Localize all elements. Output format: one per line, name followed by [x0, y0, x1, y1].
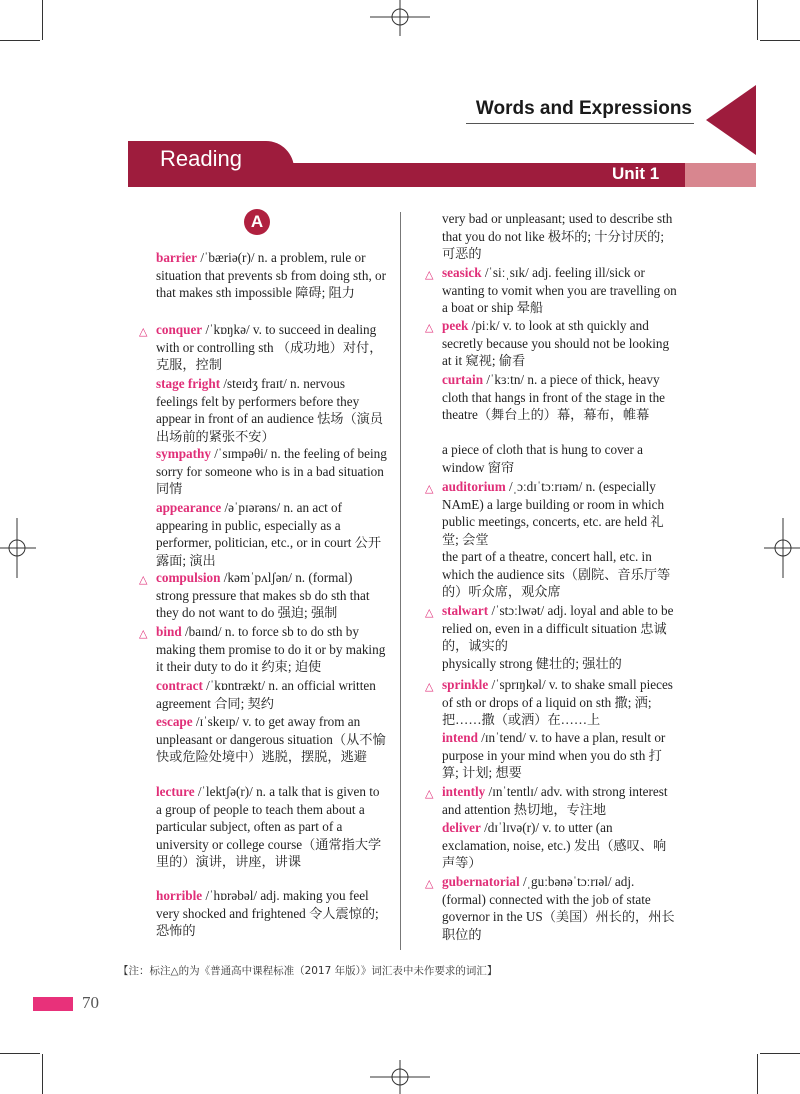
definition: /steɪdʒ fraɪt/ n. nervous feelings felt by performers before they appear in front of an audience 怯场（演员出场前的紧张不安）: [156, 376, 384, 444]
vocab-entry: [425, 676, 678, 729]
vocab-entry: [156, 887, 388, 940]
definition: /dɪˈlɪvə(r)/ v. to utter (an exclamation, noise, etc.) 发出（感叹、响声等）: [442, 820, 667, 870]
definition: /ˈstɔːlwət/ adj. loyal and able to be relied on, even in a difficult situation 忠诚的，诚实的: [442, 603, 674, 653]
headword: peek: [442, 318, 469, 333]
tab-label: Reading: [160, 146, 242, 171]
unrequired-marker-icon: △: [425, 268, 434, 281]
registration-mark-left: [0, 518, 36, 578]
definition: /baɪnd/ n. to force sb to do sth by making them promise to do it or by making it their duty to do it 约束; 迫使: [156, 624, 386, 674]
crop-mark: [757, 1054, 758, 1094]
definition: /ˌguːbənəˈtɔːrɪəl/ adj. (formal) connected with the job of state governor in the US（美国）州长的，州长职位的: [442, 874, 675, 942]
definition: /ˈsɪmpəθi/ n. the feeling of being sorry for someone who is in a bad situation 同情: [156, 446, 387, 496]
unrequired-marker-icon: △: [425, 321, 434, 334]
definition: /ˈsprɪŋkəl/ v. to shake small pieces of sth or drops of a liquid on sth 撒; 洒; 把……撒（或洒）在……上: [442, 677, 673, 727]
definition: /ˈhɒrəbəl/ adj. making you feel very shocked and frightened 令人震惊的; 恐怖的: [156, 888, 379, 938]
crop-mark: [0, 1053, 40, 1054]
vocab-entry: [442, 210, 678, 263]
unrequired-marker-icon: △: [425, 606, 434, 619]
crop-mark: [0, 40, 40, 41]
triangle-marker-icon: [706, 85, 756, 155]
vocab-entry: [139, 569, 388, 622]
vocab-entry: [425, 873, 678, 943]
definition: /ˈkɜːtn/ n. a piece of thick, heavy cloth that hangs in front of the stage in the theatre（舞台上的）幕，幕布，帷幕: [442, 372, 666, 422]
unrequired-marker-icon: △: [139, 627, 148, 640]
page-number-bar: [33, 997, 73, 1011]
vocab-entry: [442, 371, 678, 424]
vocab-entry: [139, 321, 388, 374]
headword: appearance: [156, 500, 222, 515]
registration-mark-right: [764, 518, 800, 578]
unrequired-marker-icon: △: [139, 325, 148, 338]
definition: /ˈsiːˌsɪk/ adj. feeling ill/sick or wanting to vomit when you are travelling on a boat or ship 晕船: [442, 265, 677, 315]
headword: horrible: [156, 888, 203, 903]
vocab-entry: [156, 249, 388, 302]
headword: barrier: [156, 250, 198, 265]
unrequired-marker-icon: △: [139, 573, 148, 586]
crop-mark: [42, 0, 43, 40]
headword: deliver: [442, 820, 481, 835]
vocab-entry: [442, 819, 678, 872]
vocab-entry: [442, 655, 678, 673]
headword: curtain: [442, 372, 484, 387]
footnote: 【注：标注△的为《普通高中课程标准（2017 年版）》词汇表中未作要求的词汇】: [118, 965, 498, 977]
crop-mark: [760, 40, 800, 41]
headword: bind: [156, 624, 182, 639]
headword: sprinkle: [442, 677, 489, 692]
registration-mark-top: [370, 0, 430, 36]
unrequired-marker-icon: △: [425, 482, 434, 495]
crop-mark: [757, 0, 758, 40]
definition: /ˈlektʃə(r)/ n. a talk that is given to a group of people to teach them about a particular subject, often as part of a university or college course（通常指大学里的）演讲，讲座，讲课: [156, 784, 382, 869]
definition: /ˈkɒntrækt/ n. an official written agreement 合同; 契约: [156, 678, 376, 711]
headword: escape: [156, 714, 193, 729]
definition: /ˈbæriə(r)/ n. a problem, rule or situation that prevents sb from doing sth, or that makes sth impossible 障碍; 阻力: [156, 250, 387, 300]
column-divider: [400, 212, 401, 950]
vocab-entry: [156, 375, 388, 445]
vocab-entry: [425, 317, 678, 370]
definition: a piece of cloth that is hung to cover a window 窗帘: [442, 442, 644, 475]
page-number: 70: [82, 993, 99, 1012]
crop-mark: [42, 1054, 43, 1094]
headword: stage fright: [156, 376, 221, 391]
registration-mark-bottom: [370, 1060, 430, 1094]
vocab-entry: [425, 602, 678, 655]
title-underline: [466, 123, 694, 124]
vocab-entry: [425, 478, 678, 548]
headword: lecture: [156, 784, 195, 799]
unrequired-marker-icon: △: [425, 787, 434, 800]
definition: /piːk/ v. to look at sth quickly and secretly because you should not be looking at it 窥视; 偷看: [442, 318, 670, 368]
vocab-entry: [156, 713, 388, 766]
definition: /kəmˈpʌlʃən/ n. (formal) strong pressure that makes sb do sth that they do not want to do 强迫; 强制: [156, 570, 370, 620]
crop-mark: [760, 1053, 800, 1054]
vocab-entry: [156, 445, 388, 498]
definition: the part of a theatre, concert hall, etc. in which the audience sits（剧院、音乐厅等的）听众席，观众席: [442, 549, 671, 599]
unrequired-marker-icon: △: [425, 877, 434, 890]
headword: compulsion: [156, 570, 221, 585]
vocab-entry: [139, 623, 388, 676]
definition: /ˌɔːdɪˈtɔːrɪəm/ n. (especially NAmE) a large building or room in which public meetings, concerts, etc. are held 礼堂; 会堂: [442, 479, 665, 547]
vocab-entry: [442, 548, 678, 601]
unrequired-marker-icon: △: [425, 680, 434, 693]
definition: /ɪnˈtend/ v. to have a plan, result or purpose in your mind when you do sth 打算; 计划; 想要: [442, 730, 666, 780]
vocab-entry: [156, 677, 388, 712]
definition: /ɪˈskeɪp/ v. to get away from an unpleasant or dangerous situation（从不愉快或危险处境中）逃脱，摆脱，逃避: [156, 714, 386, 764]
headword: intend: [442, 730, 478, 745]
headword: contract: [156, 678, 203, 693]
headword: conquer: [156, 322, 203, 337]
headword: stalwart: [442, 603, 489, 618]
definition: /ˈkɒŋkə/ v. to succeed in dealing with or controlling sth （成功地）对付，克服，控制: [156, 322, 383, 372]
headword: auditorium: [442, 479, 506, 494]
headword: gubernatorial: [442, 874, 520, 889]
vocab-entry: [442, 729, 678, 782]
headword: seasick: [442, 265, 482, 280]
definition: /ɪnˈtentlɪ/ adv. with strong interest and attention 热切地，专注地: [442, 784, 668, 817]
definition: /əˈpɪərəns/ n. an act of appearing in public, especially as a performer, politician, etc., or in court 公开露面; 演出: [156, 500, 382, 568]
headword: intently: [442, 784, 486, 799]
definition: physically strong 健壮的; 强壮的: [442, 656, 622, 671]
vocab-entry: [442, 441, 678, 476]
unit-label: Unit 1: [612, 164, 660, 183]
headword: sympathy: [156, 446, 211, 461]
vocab-entry: [156, 783, 388, 871]
header-band-accent: [685, 163, 756, 187]
section-letter-badge: A: [244, 209, 270, 235]
definition: very bad or unpleasant; used to describe sth that you do not like 极坏的; 十分讨厌的; 可恶的: [442, 211, 673, 261]
vocab-entry: [425, 783, 678, 818]
vocab-entry: [156, 499, 388, 569]
vocab-entry: [425, 264, 678, 317]
section-title: Words and Expressions: [475, 98, 692, 119]
